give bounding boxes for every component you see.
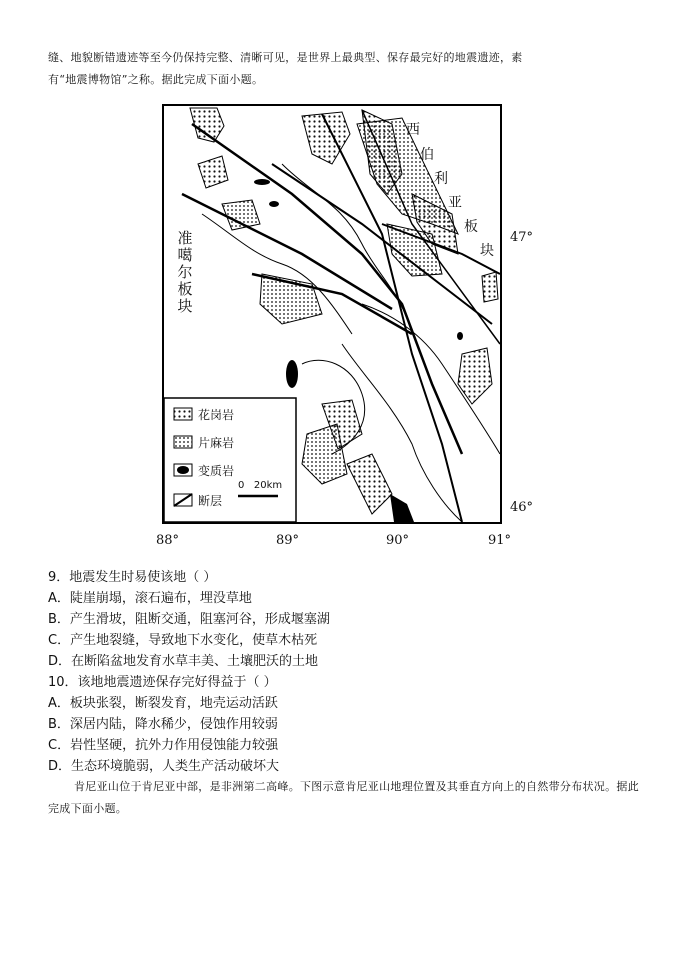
metamorphic-blob bbox=[269, 201, 279, 207]
metamorphic-blob bbox=[457, 332, 463, 340]
q9-stem: 9．地震发生时易使该地（ ） bbox=[48, 570, 217, 585]
granite-patch bbox=[482, 272, 498, 302]
legend-label-metamorphic: 变质岩 bbox=[198, 464, 235, 478]
siberia-plate-label-6: 块 bbox=[480, 243, 494, 259]
intro2-paragraph: 肯尼亚山位于肯尼亚中部，是非洲第二高峰。下图示意肯尼亚山地理位置及其垂直方向上的自然带分布状况。据此完成下面小题。 bbox=[48, 780, 639, 815]
q9-option-a[interactable]: A．陡崖崩塌，滚石遍布，埋没草地 bbox=[48, 591, 252, 606]
lon-89-label: 89° bbox=[276, 533, 300, 548]
legend-swatch-granite bbox=[174, 408, 192, 420]
lon-90-label: 90° bbox=[386, 533, 410, 548]
metamorphic-blob bbox=[254, 179, 270, 185]
fault-map-figure bbox=[162, 104, 508, 528]
intro-line-1: 缝、地貌断错遗迹等至今仍保持完整、清晰可见，是世界上最典型、保存最完好的地震遗迹，素 bbox=[48, 51, 523, 64]
q9-option-d[interactable]: D．在断陷盆地发育水草丰美、土壤肥沃的土地 bbox=[48, 654, 319, 669]
siberia-plate-label-5: 板 bbox=[464, 219, 478, 235]
q10-option-d[interactable]: D．生态环境脆弱，人类生产活动破坏大 bbox=[48, 759, 280, 774]
q9-option-c[interactable]: C．产生地裂缝，导致地下水变化，使草木枯死 bbox=[48, 633, 318, 648]
q10-stem: 10．该地地震遗迹保存完好得益于（ ） bbox=[48, 675, 277, 690]
lon-88-label: 88° bbox=[156, 533, 180, 548]
metamorphic-blob bbox=[286, 360, 298, 388]
lon-91-label: 91° bbox=[488, 533, 512, 548]
siberia-plate-label-2: 伯 bbox=[420, 147, 434, 163]
siberia-plate-label-3: 利 bbox=[434, 171, 448, 187]
q9-option-b[interactable]: B．产生滑坡，阻断交通，阻塞河谷，形成堰塞湖 bbox=[48, 612, 330, 627]
legend-label-fault: 断层 bbox=[198, 494, 223, 508]
legend-swatch-gneiss bbox=[174, 436, 192, 448]
lat-46-label: 46° bbox=[510, 500, 534, 515]
junggar-plate-label: 准 噶 尔 板 块 bbox=[177, 229, 193, 315]
lat-47-label: 47° bbox=[510, 230, 534, 245]
intro-line-2: 有“地震博物馆”之称。据此完成下面小题。 bbox=[48, 73, 264, 86]
q10-option-c[interactable]: C．岩性坚硬，抗外力作用侵蚀能力较强 bbox=[48, 738, 279, 753]
siberia-plate-label-4: 亚 bbox=[448, 195, 462, 211]
q10-option-b[interactable]: B．深居内陆，降水稀少，侵蚀作用较弱 bbox=[48, 717, 278, 732]
legend-label-granite: 花岗岩 bbox=[198, 408, 235, 422]
intro-paragraph bbox=[48, 47, 648, 91]
q10-option-a[interactable]: A．板块张裂，断裂发育，地壳运动活跃 bbox=[48, 696, 278, 711]
scale-label: 0 20km bbox=[238, 480, 283, 491]
legend-label-gneiss: 片麻岩 bbox=[198, 436, 235, 450]
siberia-plate-label-col1: 西 bbox=[406, 122, 420, 138]
